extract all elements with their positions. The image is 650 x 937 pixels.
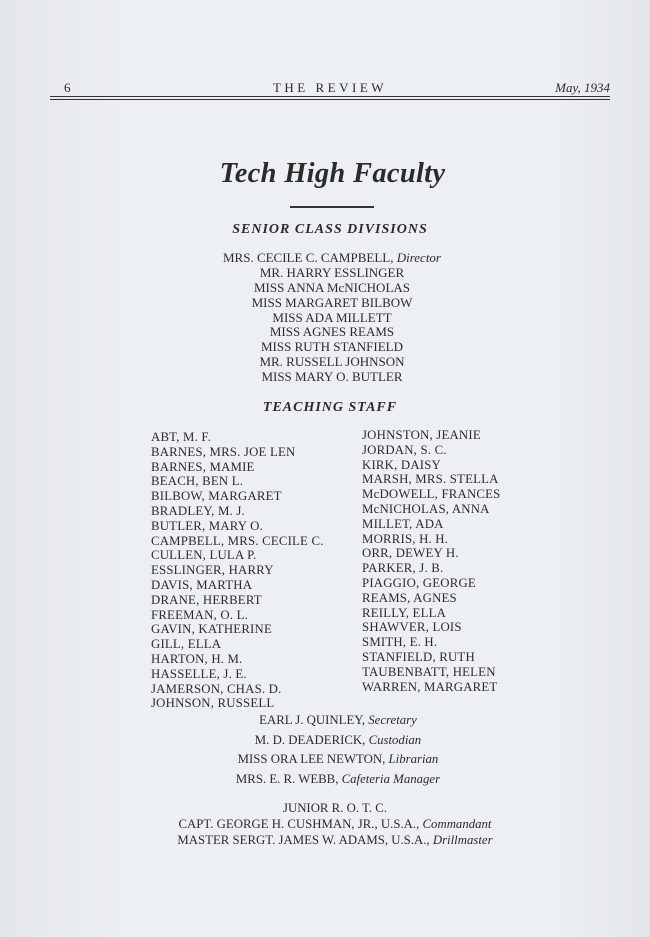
teacher-name: ORR, DEWEY H.: [362, 546, 459, 561]
teacher-name: CAMPBELL, MRS. CECILE C.: [151, 533, 324, 548]
senior-division-member: [0, 370, 650, 385]
senior-division-member-name: MISS ANNA McNICHOLAS: [253, 279, 411, 295]
teacher-name: GAVIN, KATHERINE: [151, 622, 272, 637]
senior-division-member-name: MISS MARGARET BILBOW: [251, 294, 413, 310]
senior-divisions-heading: SENIOR CLASS DIVISIONS: [232, 222, 428, 237]
rotc-member: [0, 816, 650, 832]
teacher-name: JOHNSTON, JEANIE: [362, 428, 481, 442]
teacher-name: TAUBENBATT, HELEN: [362, 664, 496, 679]
publication-title: THE REVIEW: [272, 80, 388, 95]
senior-division-member: [0, 266, 650, 281]
rotc-member-name: MASTER SERGT. JAMES W. ADAMS, U.S.A.,: [177, 833, 430, 847]
teacher-name: SHAWVER, LOIS: [362, 620, 462, 635]
senior-division-member-name: MISS ADA MILLETT: [272, 309, 392, 325]
rotc-section: [0, 800, 650, 848]
senior-divisions-list: [0, 251, 650, 385]
rotc-member-role: Drillmaster: [432, 833, 493, 847]
teacher-name: BARNES, MAMIE: [151, 459, 255, 474]
teacher-name: BARNES, MRS. JOE LEN: [151, 444, 296, 459]
teacher-name: FREEMAN, O. L.: [151, 607, 249, 622]
teacher-name: HASSELLE, J. E.: [151, 666, 247, 681]
senior-division-member-name: MISS RUTH STANFIELD: [261, 339, 403, 355]
teacher-name: BUTLER, MARY O.: [151, 518, 264, 533]
page-number: 6: [64, 80, 71, 95]
staff-member: [0, 731, 650, 751]
support-staff-list: [0, 711, 650, 789]
senior-division-member: [0, 296, 650, 311]
staff-member-name: MISS ORA LEE NEWTON,: [237, 752, 386, 766]
teacher-name: MARSH, MRS. STELLA: [362, 472, 499, 487]
staff-member-name: MRS. E. R. WEBB,: [235, 771, 339, 786]
rotc-heading: JUNIOR R. O. T. C.: [282, 801, 388, 815]
teaching-staff-heading: TEACHING STAFF: [262, 400, 398, 415]
teacher-name: McDOWELL, FRANCES: [362, 487, 501, 502]
teacher-name: MILLET, ADA: [362, 516, 444, 531]
teaching-staff-left-column: [151, 430, 324, 711]
rotc-member-role: Commandant: [422, 817, 492, 831]
teacher-name: REILLY, ELLA: [362, 605, 447, 620]
teacher-name: ABT, M. F.: [151, 430, 212, 444]
title-divider: [290, 206, 374, 208]
teacher-name: BILBOW, MARGARET: [151, 489, 282, 504]
staff-member-role: Custodian: [368, 732, 422, 747]
senior-division-member-name: MR. RUSSELL JOHNSON: [259, 354, 405, 370]
header-rule-thin: [50, 96, 610, 97]
senior-division-member-name: MISS AGNES REAMS: [269, 324, 395, 340]
teacher-name: REAMS, AGNES: [362, 590, 457, 605]
senior-division-member: [0, 251, 650, 266]
senior-division-member: [0, 281, 650, 296]
staff-member-role: Secretary: [368, 713, 417, 727]
teacher-name: ESSLINGER, HARRY: [151, 563, 274, 578]
senior-division-member: [0, 311, 650, 326]
header-rule-thick: [50, 99, 610, 100]
staff-member: [0, 711, 650, 731]
teacher-name: WARREN, MARGARET: [362, 679, 498, 694]
teacher-name: BEACH, BEN L.: [151, 474, 244, 489]
teacher-name: JORDAN, S. C.: [362, 442, 447, 457]
teacher-name: GILL, ELLA: [151, 637, 222, 652]
teacher-name: DAVIS, MARTHA: [151, 577, 253, 592]
page-header: [50, 80, 610, 96]
teacher-name: DRANE, HERBERT: [151, 592, 262, 607]
staff-member: [0, 750, 650, 770]
senior-division-member-name: MR. HARRY ESSLINGER: [259, 264, 405, 280]
issue-date: May, 1934: [555, 80, 610, 95]
teacher-name: MORRIS, H. H.: [362, 531, 449, 546]
teaching-staff-right-column: [362, 428, 500, 694]
teacher-name: SMITH, E. H.: [362, 635, 438, 650]
staff-member-role: Librarian: [388, 752, 439, 766]
staff-member-name: M. D. DEADERICK,: [254, 732, 366, 747]
senior-division-member-role: Director: [396, 250, 441, 265]
teacher-name: PIAGGIO, GEORGE: [362, 575, 476, 590]
senior-division-member: [0, 325, 650, 340]
teacher-name: CULLEN, LULA P.: [151, 548, 257, 563]
teacher-name: HARTON, H. M.: [151, 651, 243, 666]
teacher-name: BRADLEY, M. J.: [151, 503, 245, 518]
staff-member-name: EARL J. QUINLEY,: [259, 713, 366, 727]
rotc-member: [0, 832, 650, 848]
staff-member: [0, 770, 650, 790]
staff-member-role: Cafeteria Manager: [341, 771, 441, 786]
teacher-name: McNICHOLAS, ANNA: [362, 501, 490, 516]
page-title: Tech High Faculty: [219, 158, 446, 189]
teacher-name: STANFIELD, RUTH: [362, 649, 475, 664]
teacher-name: JOHNSON, RUSSELL: [151, 696, 275, 711]
teacher-name: JAMERSON, CHAS. D.: [151, 681, 282, 696]
teacher-name: KIRK, DAISY: [362, 457, 441, 472]
senior-division-member-name: MISS MARY O. BUTLER: [261, 369, 403, 385]
senior-division-member: [0, 355, 650, 370]
senior-division-member: [0, 340, 650, 355]
teacher-name: PARKER, J. B.: [362, 561, 444, 576]
rotc-member-name: CAPT. GEORGE H. CUSHMAN, JR., U.S.A.,: [178, 817, 420, 831]
senior-division-member-name: MRS. CECILE C. CAMPBELL,: [222, 250, 394, 265]
